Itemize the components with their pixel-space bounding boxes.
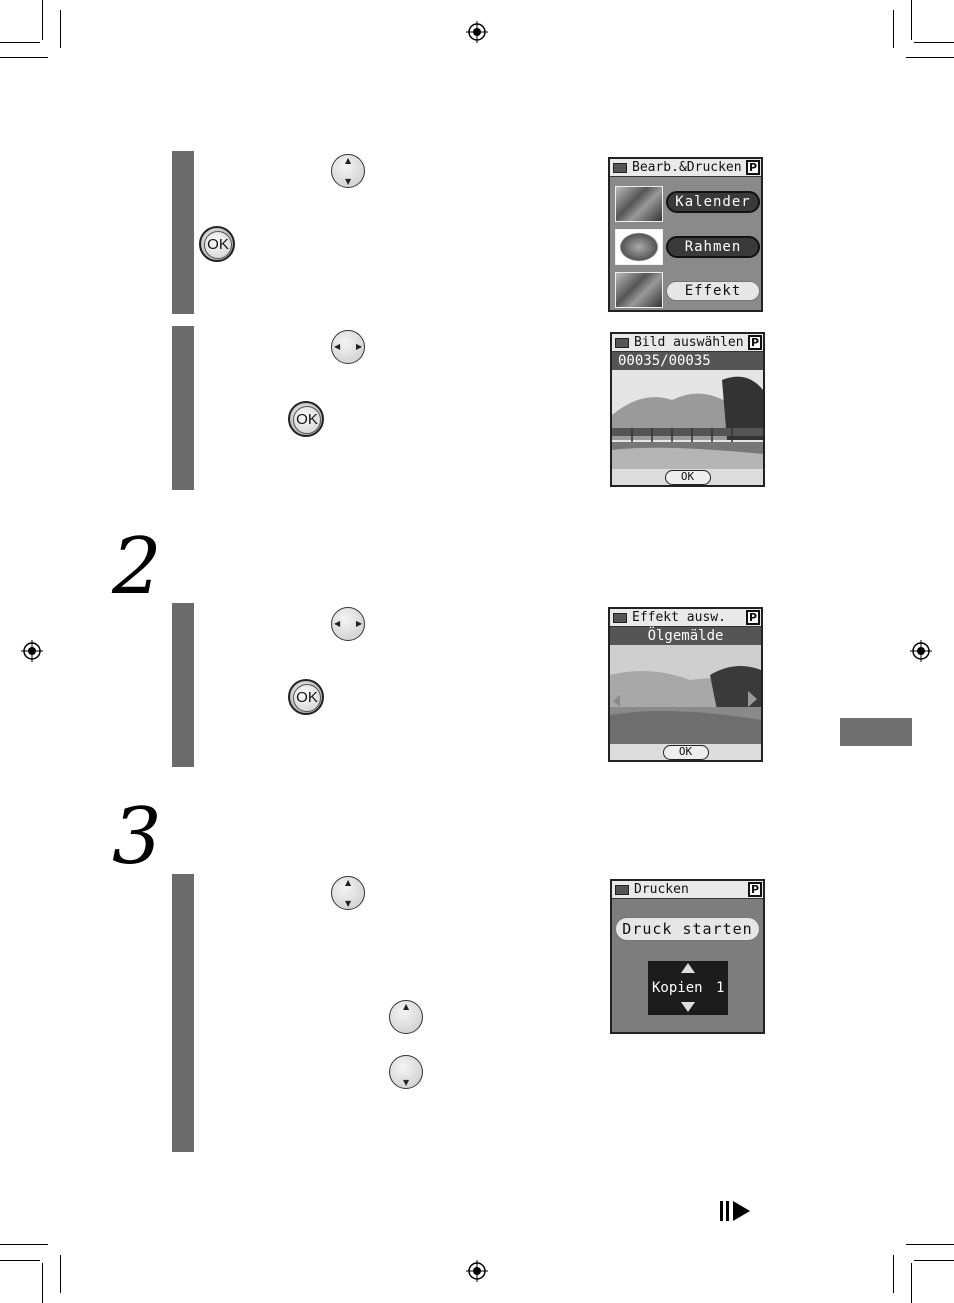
- arrow-down-icon: [681, 1002, 695, 1012]
- crop-mark: [911, 1263, 912, 1303]
- option-calendar[interactable]: Kalender: [666, 191, 760, 213]
- effect-name: Ölgemälde: [610, 627, 761, 645]
- oil-painting-preview: [610, 645, 761, 745]
- screen-title: Bearb.&Drucken: [610, 159, 761, 177]
- crop-mark: [893, 10, 894, 48]
- cross-key-left-right-icon: ◀ ▶: [331, 607, 365, 641]
- cross-key-up-down-icon: ▲ ▼: [331, 154, 365, 188]
- p-badge: P: [748, 882, 762, 897]
- step-number-3: 3: [112, 792, 162, 882]
- ok-button[interactable]: OK: [665, 470, 711, 485]
- screen-title: Drucken: [612, 881, 763, 899]
- cross-key-left-right-icon: ◀ ▶: [331, 330, 365, 364]
- p-badge: P: [748, 335, 762, 350]
- crop-mark: [42, 1263, 43, 1303]
- registration-mark-icon: [910, 640, 932, 662]
- crop-mark: [914, 42, 954, 43]
- step-number-2: 2: [112, 522, 162, 612]
- crop-mark: [0, 1260, 40, 1261]
- next-page-icon[interactable]: [720, 1201, 752, 1221]
- image-counter: 00035/00035: [612, 352, 763, 370]
- start-print-button[interactable]: Druck starten: [615, 917, 760, 941]
- crop-mark: [906, 57, 954, 58]
- screen-mode-icon: [613, 613, 627, 623]
- crop-mark: [0, 42, 40, 43]
- screen-mode-icon: [613, 163, 627, 173]
- ok-key-icon: OK: [199, 226, 235, 262]
- cross-key-down-icon: ▼: [389, 1055, 423, 1089]
- thumbnail-effect: [615, 272, 663, 308]
- crop-mark: [60, 10, 61, 48]
- thumbnail-frame: [615, 229, 663, 265]
- step-bar: [172, 326, 194, 490]
- screen-select-effect: [608, 607, 763, 762]
- crop-mark: [60, 1255, 61, 1293]
- step-bar: [172, 874, 194, 1152]
- step-bar: [172, 603, 194, 767]
- ok-key-icon: OK: [288, 679, 324, 715]
- screen-mode-icon: [615, 885, 629, 895]
- chapter-tab: [840, 718, 912, 746]
- ok-bar: [610, 744, 761, 760]
- crop-mark: [911, 0, 912, 40]
- ok-bar: [612, 469, 763, 485]
- screen-print: [610, 879, 765, 1034]
- step-bar: [172, 151, 194, 314]
- screen-mode-icon: [615, 338, 629, 348]
- landscape-photo: [612, 370, 763, 470]
- screen-select-image: [610, 332, 765, 487]
- copies-value: 1: [716, 980, 725, 996]
- crop-mark: [0, 57, 48, 58]
- registration-mark-icon: [466, 21, 488, 43]
- crop-mark: [0, 1244, 48, 1245]
- screen-edit-print: [608, 157, 763, 312]
- p-badge: P: [746, 160, 760, 175]
- crop-mark: [906, 1244, 954, 1245]
- crop-mark: [893, 1255, 894, 1293]
- option-frame[interactable]: Rahmen: [666, 236, 760, 258]
- ok-button[interactable]: OK: [663, 745, 709, 760]
- screen-title: Effekt ausw.: [610, 609, 761, 627]
- ok-key-icon: OK: [288, 401, 324, 437]
- copies-spinner[interactable]: [648, 961, 728, 1015]
- arrow-up-icon: [681, 963, 695, 973]
- p-badge: P: [746, 610, 760, 625]
- registration-mark-icon: [466, 1260, 488, 1282]
- crop-mark: [914, 1260, 954, 1261]
- thumbnail-calendar: [615, 186, 663, 222]
- registration-mark-icon: [21, 640, 43, 662]
- crop-mark: [42, 0, 43, 40]
- cross-key-up-icon: ▲: [389, 1000, 423, 1034]
- option-effect[interactable]: Effekt: [666, 281, 760, 301]
- screen-title: Bild auswählen: [612, 334, 763, 352]
- copies-label: Kopien: [652, 980, 703, 996]
- cross-key-up-down-icon: ▲ ▼: [331, 876, 365, 910]
